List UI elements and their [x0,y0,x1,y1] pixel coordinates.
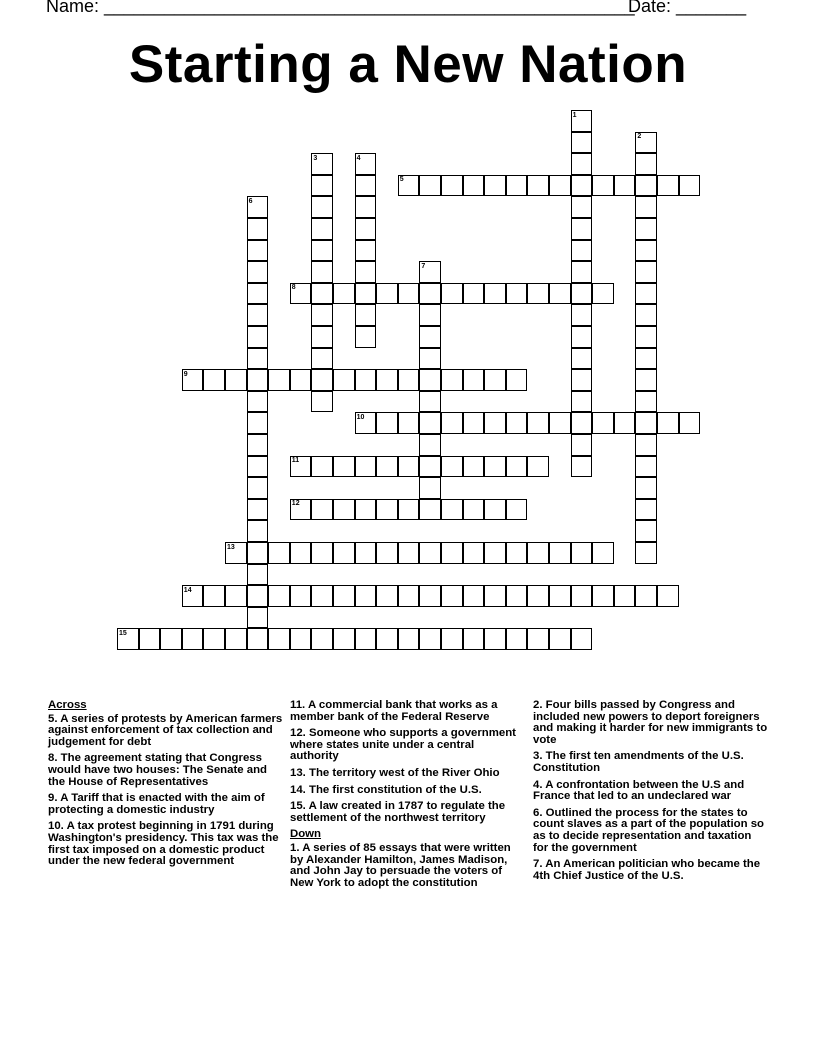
clue-number: 8. [48,752,58,765]
grid-cell[interactable] [398,542,420,564]
grid-cell[interactable] [333,369,355,391]
grid-cell[interactable] [635,196,657,218]
clue-number: 5. [48,712,58,725]
grid-cell[interactable] [571,283,593,305]
grid-cell[interactable] [635,499,657,521]
grid-cell[interactable] [376,412,398,434]
grid-cell[interactable] [247,391,269,413]
cell-number: 5 [399,176,404,184]
grid-cell[interactable] [592,542,614,564]
grid-cell[interactable] [398,283,420,305]
grid-cell[interactable] [311,326,333,348]
clue-across-5 [48,714,284,749]
grid-cell[interactable] [203,369,225,391]
clue-number: 4. [533,778,543,791]
grid-cell[interactable] [160,628,182,650]
grid-cell[interactable] [635,304,657,326]
grid-cell[interactable] [571,304,593,326]
grid-cell[interactable] [419,585,441,607]
cell-number: 12 [291,500,300,508]
grid-cell[interactable] [571,218,593,240]
grid-cell[interactable] [311,391,333,413]
grid-cell[interactable] [506,283,528,305]
grid-cell[interactable] [635,477,657,499]
grid-cell[interactable] [463,175,485,197]
grid-cell[interactable] [635,348,657,370]
grid-cell[interactable] [355,499,377,521]
grid-cell[interactable] [290,585,312,607]
grid-cell[interactable] [571,348,593,370]
grid-cell[interactable] [441,628,463,650]
clue-across-11 [290,700,526,723]
grid-cell[interactable] [290,456,312,478]
grid-cell[interactable] [549,628,571,650]
grid-cell[interactable] [355,261,377,283]
grid-cell[interactable] [679,412,701,434]
clue-text: The agreement stating that Congress would have two houses: The Senate and the House of Representatives [48,752,267,788]
grid-cell[interactable] [398,175,420,197]
grid-cell[interactable] [290,499,312,521]
grid-cell[interactable] [333,499,355,521]
clue-across-14 [290,785,526,797]
grid-cell[interactable] [311,153,333,175]
grid-cell[interactable] [355,240,377,262]
clue-number: 13. [290,766,306,779]
grid-cell[interactable] [484,175,506,197]
grid-cell[interactable] [571,585,593,607]
clue-text: Four bills passed by Congress and included new powers to deport foreigners and making it harder for new immigrants to vote [533,699,768,746]
grid-cell[interactable] [398,456,420,478]
grid-cell[interactable] [268,628,290,650]
grid-cell[interactable] [635,520,657,542]
grid-cell[interactable] [247,564,269,586]
grid-cell[interactable] [139,628,161,650]
grid-cell[interactable] [398,628,420,650]
grid-cell[interactable] [311,499,333,521]
grid-cell[interactable] [311,196,333,218]
grid-cell[interactable] [506,628,528,650]
grid-cell[interactable] [355,369,377,391]
cell-number: 14 [183,586,192,594]
grid-cell[interactable] [376,283,398,305]
grid-cell[interactable] [635,369,657,391]
grid-cell[interactable] [398,499,420,521]
grid-cell[interactable] [527,585,549,607]
grid-cell[interactable] [419,434,441,456]
grid-cell[interactable] [635,326,657,348]
grid-cell[interactable] [441,499,463,521]
grid-cell[interactable] [571,240,593,262]
grid-cell[interactable] [506,456,528,478]
grid-cell[interactable] [311,283,333,305]
grid-cell[interactable] [463,456,485,478]
grid-cell[interactable] [571,153,593,175]
clue-number: 6. [533,806,543,819]
clue-number: 12. [290,727,306,740]
cell-number: 2 [637,133,642,141]
grid-cell[interactable] [635,283,657,305]
grid-cell[interactable] [635,175,657,197]
date-field[interactable]: Date: _______ [628,0,747,16]
clue-number: 11. [290,699,306,711]
grid-cell[interactable] [506,175,528,197]
grid-cell[interactable] [355,412,377,434]
grid-cell[interactable] [441,369,463,391]
grid-cell[interactable] [549,542,571,564]
grid-cell[interactable] [419,542,441,564]
grid-cell[interactable] [571,542,593,564]
grid-cell[interactable] [635,132,657,154]
grid-cell[interactable] [592,175,614,197]
grid-cell[interactable] [571,196,593,218]
grid-cell[interactable] [247,196,269,218]
grid-cell[interactable] [527,456,549,478]
grid-cell[interactable] [247,434,269,456]
clue-text: A Tariff that is enacted with the aim of protecting a domestic industry [48,792,265,816]
grid-cell[interactable] [571,326,593,348]
grid-cell[interactable] [290,628,312,650]
grid-cell[interactable] [333,456,355,478]
grid-cell[interactable] [614,585,636,607]
grid-cell[interactable] [571,412,593,434]
grid-cell[interactable] [376,369,398,391]
grid-cell[interactable] [290,283,312,305]
grid-cell[interactable] [484,456,506,478]
grid-cell[interactable] [355,175,377,197]
grid-cell[interactable] [527,283,549,305]
grid-cell[interactable] [549,175,571,197]
grid-cell[interactable] [506,412,528,434]
grid-cell[interactable] [484,283,506,305]
grid-cell[interactable] [549,412,571,434]
grid-cell[interactable] [355,218,377,240]
grid-cell[interactable] [635,412,657,434]
cell-number: 9 [183,370,188,378]
grid-cell[interactable] [333,585,355,607]
grid-cell[interactable] [635,218,657,240]
grid-cell[interactable] [571,628,593,650]
clue-across-8 [48,753,284,788]
grid-cell[interactable] [635,456,657,478]
grid-cell[interactable] [679,175,701,197]
grid-cell[interactable] [225,628,247,650]
clue-text: The territory west of the River Ohio [309,766,500,779]
clue-text: The first constitution of the U.S. [309,783,482,796]
across-heading: Across [48,699,87,711]
clue-down-1 [290,843,526,889]
grid-cell[interactable] [376,628,398,650]
grid-cell[interactable] [203,628,225,650]
grid-cell[interactable] [463,412,485,434]
grid-cell[interactable] [527,542,549,564]
grid-cell[interactable] [247,456,269,478]
grid-cell[interactable] [311,456,333,478]
grid-cell[interactable] [635,240,657,262]
grid-cell[interactable] [311,628,333,650]
grid-cell[interactable] [355,304,377,326]
grid-cell[interactable] [614,175,636,197]
grid-cell[interactable] [571,391,593,413]
grid-cell[interactable] [419,261,441,283]
clue-number: 2. [533,699,543,711]
grid-cell[interactable] [290,542,312,564]
grid-cell[interactable] [441,456,463,478]
grid-cell[interactable] [355,456,377,478]
grid-cell[interactable] [441,283,463,305]
clue-down-4 [533,780,769,803]
grid-cell[interactable] [268,369,290,391]
clue-across-13 [290,768,526,780]
down-heading: Down [290,828,322,841]
cell-number: 6 [248,197,253,205]
grid-cell[interactable] [311,175,333,197]
grid-cell[interactable] [592,585,614,607]
grid-cell[interactable] [311,348,333,370]
grid-cell[interactable] [376,456,398,478]
cell-number: 10 [356,413,365,421]
grid-cell[interactable] [571,434,593,456]
name-field[interactable]: Name: _____________________________________________________ [46,0,635,16]
grid-cell[interactable] [268,542,290,564]
cell-number: 13 [227,543,235,551]
clue-number: 3. [533,750,543,763]
grid-cell[interactable] [419,499,441,521]
grid-cell[interactable] [419,304,441,326]
clue-text: The first ten amendments of the U.S. Constitution [533,750,744,774]
header-row [46,0,746,18]
grid-cell[interactable] [203,585,225,607]
grid-cell[interactable] [506,499,528,521]
grid-cell[interactable] [333,542,355,564]
cell-number: 3 [313,154,318,162]
cell-number: 11 [291,457,300,465]
grid-cell[interactable] [441,585,463,607]
clue-across-9 [48,793,284,816]
grid-cell[interactable] [311,542,333,564]
grid-cell[interactable] [614,412,636,434]
grid-cell[interactable] [419,326,441,348]
grid-cell[interactable] [311,369,333,391]
grid-cell[interactable] [463,585,485,607]
grid-cell[interactable] [247,304,269,326]
clue-text: A law created in 1787 to regulate the settlement of the northwest territory [290,800,506,824]
grid-cell[interactable] [571,132,593,154]
grid-cell[interactable] [355,326,377,348]
clue-text: An American politician who became the 4th Chief Justice of the U.S. [533,858,761,882]
grid-cell[interactable] [333,283,355,305]
clue-text: Someone who supports a government where states unite under a central authority [290,727,516,763]
grid-cell[interactable] [268,585,290,607]
grid-cell[interactable] [247,499,269,521]
grid-cell[interactable] [549,283,571,305]
clue-down-6 [533,808,769,854]
grid-cell[interactable] [247,477,269,499]
grid-cell[interactable] [463,628,485,650]
grid-cell[interactable] [463,283,485,305]
grid-cell[interactable] [182,585,204,607]
grid-cell[interactable] [657,175,679,197]
grid-cell[interactable] [355,196,377,218]
grid-cell[interactable] [441,412,463,434]
grid-cell[interactable] [635,391,657,413]
grid-cell[interactable] [463,369,485,391]
grid-cell[interactable] [419,477,441,499]
grid-cell[interactable] [333,628,355,650]
cell-number: 7 [421,262,426,270]
grid-cell[interactable] [311,218,333,240]
grid-cell[interactable] [398,369,420,391]
grid-cell[interactable] [247,542,269,564]
grid-cell[interactable] [355,628,377,650]
clues-column-1 [48,700,284,873]
grid-cell[interactable] [549,585,571,607]
grid-cell[interactable] [398,585,420,607]
grid-cell[interactable] [571,456,593,478]
grid-cell[interactable] [441,542,463,564]
grid-cell[interactable] [247,240,269,262]
grid-cell[interactable] [311,304,333,326]
grid-cell[interactable] [247,412,269,434]
grid-cell[interactable] [182,628,204,650]
clue-number: 10. [48,820,64,833]
grid-cell[interactable] [484,499,506,521]
grid-cell[interactable] [571,369,593,391]
grid-cell[interactable] [225,369,247,391]
grid-cell[interactable] [355,153,377,175]
grid-cell[interactable] [398,412,420,434]
grid-cell[interactable] [635,542,657,564]
cell-number: 15 [119,629,127,637]
grid-cell[interactable] [247,326,269,348]
grid-cell[interactable] [419,369,441,391]
grid-cell[interactable] [463,542,485,564]
grid-cell[interactable] [247,628,269,650]
grid-cell[interactable] [355,283,377,305]
grid-cell[interactable] [635,585,657,607]
grid-cell[interactable] [441,175,463,197]
grid-cell[interactable] [419,391,441,413]
clue-number: 1. [290,841,300,854]
clue-number: 15. [290,800,306,813]
clue-text: A series of 85 essays that were written by Alexander Hamilton, James Madison, and John Jay to persuade the voters of New York to adopt the constitution [290,841,511,889]
grid-cell[interactable] [311,240,333,262]
grid-cell[interactable] [657,412,679,434]
grid-cell[interactable] [635,153,657,175]
grid-cell[interactable] [419,628,441,650]
grid-cell[interactable] [635,434,657,456]
grid-cell[interactable] [506,369,528,391]
grid-cell[interactable] [247,261,269,283]
grid-cell[interactable] [247,283,269,305]
grid-cell[interactable] [376,542,398,564]
grid-cell[interactable] [182,369,204,391]
clues-column-2 [290,700,526,894]
clue-number: 7. [533,858,543,871]
grid-cell[interactable] [117,628,139,650]
clue-across-12 [290,728,526,763]
grid-cell[interactable] [419,175,441,197]
grid-cell[interactable] [571,110,593,132]
clue-down-7 [533,859,769,882]
grid-cell[interactable] [355,542,377,564]
grid-cell[interactable] [527,412,549,434]
grid-cell[interactable] [506,585,528,607]
grid-cell[interactable] [657,585,679,607]
clue-text: A series of protests by American farmers against enforcement of tax collection and judgement for debt [48,712,283,748]
grid-cell[interactable] [419,348,441,370]
grid-cell[interactable] [419,283,441,305]
grid-cell[interactable] [635,261,657,283]
clue-across-10 [48,821,284,867]
grid-cell[interactable] [247,585,269,607]
clue-across-15 [290,801,526,824]
clue-down-3 [533,751,769,774]
grid-cell[interactable] [376,499,398,521]
grid-cell[interactable] [527,628,549,650]
grid-cell[interactable] [419,412,441,434]
clue-text: Outlined the process for the states to count slaves as a part of the population so as to decide representation and taxation for the government [533,806,765,854]
grid-cell[interactable] [484,585,506,607]
grid-cell[interactable] [571,261,593,283]
cell-number: 8 [291,284,296,292]
grid-cell[interactable] [506,542,528,564]
clue-down-2 [533,700,769,746]
grid-cell[interactable] [290,369,312,391]
clue-number: 14. [290,783,306,796]
clue-text: A confrontation between the U.S and France that led to an undeclared war [533,778,745,803]
grid-cell[interactable] [225,542,247,564]
clue-text: A commercial bank that works as a member bank of the Federal Reserve [290,699,498,723]
grid-cell[interactable] [592,412,614,434]
page-title: Starting a New Nation [128,35,688,94]
clue-text: A tax protest beginning in 1791 during Washington's presidency. This tax was the first tax imposed on a domestic product under the new federal government [48,820,279,868]
grid-cell[interactable] [484,542,506,564]
clue-number: 9. [48,792,58,805]
grid-cell[interactable] [571,175,593,197]
grid-cell[interactable] [592,283,614,305]
grid-cell[interactable] [419,456,441,478]
cell-number: 1 [572,111,577,119]
grid-cell[interactable] [527,175,549,197]
grid-cell[interactable] [247,520,269,542]
grid-cell[interactable] [311,261,333,283]
grid-cell[interactable] [376,585,398,607]
grid-cell[interactable] [247,607,269,629]
grid-cell[interactable] [247,218,269,240]
grid-cell[interactable] [225,585,247,607]
grid-cell[interactable] [311,585,333,607]
grid-cell[interactable] [484,628,506,650]
grid-cell[interactable] [484,412,506,434]
grid-cell[interactable] [463,499,485,521]
grid-cell[interactable] [484,369,506,391]
clues-column-3 [533,700,769,887]
grid-cell[interactable] [247,369,269,391]
cell-number: 4 [356,154,361,162]
grid-cell[interactable] [355,585,377,607]
grid-cell[interactable] [247,348,269,370]
